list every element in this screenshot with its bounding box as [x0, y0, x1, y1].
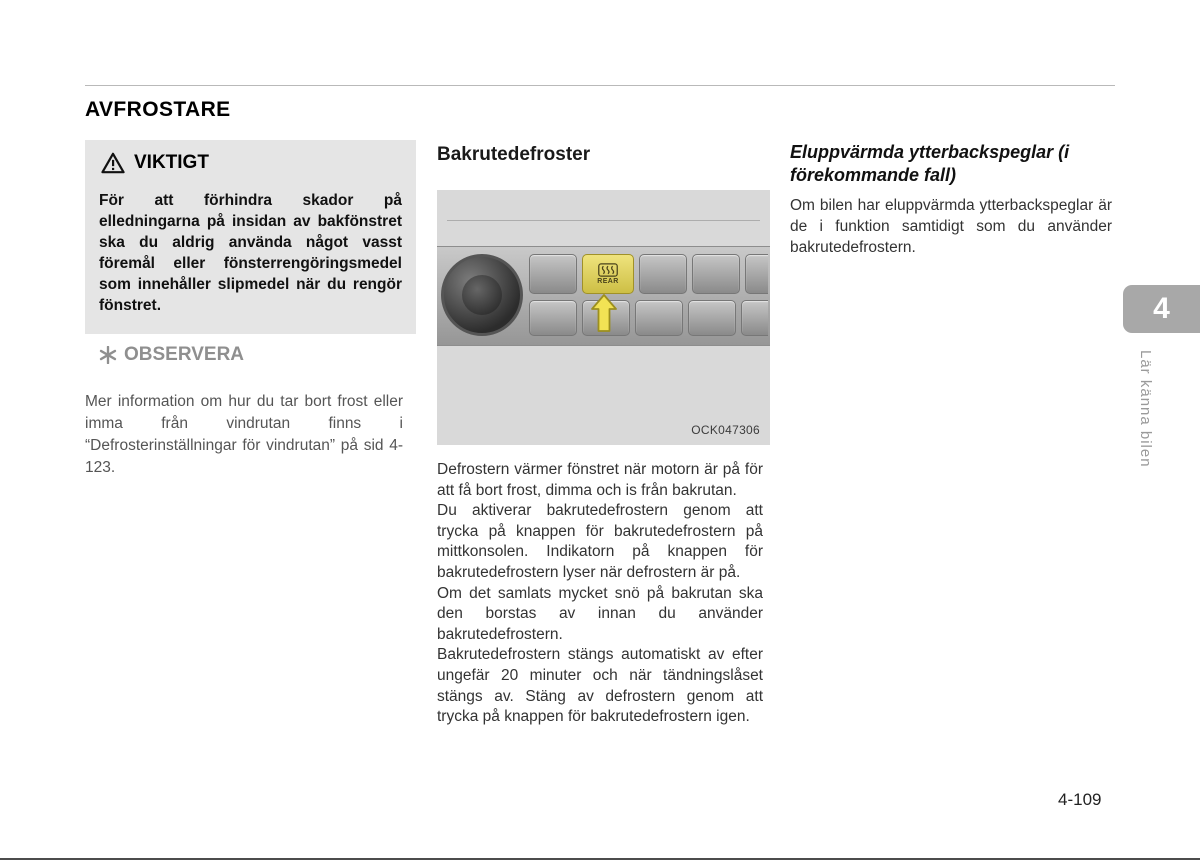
console-button-row-top [529, 254, 768, 294]
rear-defroster-button [582, 254, 634, 294]
heated-mirrors-section [790, 141, 1112, 258]
console-button [529, 254, 577, 294]
paragraph: Bakrutedefrostern stängs automatiskt av efter ungefär 20 minuter och när tändningslåset stängs av. Stäng av defrostern genom att trycka på knappen för bakrutedefrostern igen. [437, 646, 763, 726]
heated-mirrors-heading: Eluppvärmda ytterbackspeglar (i förekommande fall) [790, 142, 1070, 186]
console-button-row-bottom [529, 300, 768, 336]
caution-body: För att förhindra skador på elledningarna på insidan av bakfönstret ska du aldrig använda något vasst föremål eller fönsterrengöringsmedel som innehåller slipmedel när du rengör fönstret. [99, 192, 402, 315]
console-button [688, 300, 736, 336]
pointer-arrow-icon [591, 294, 617, 337]
notice-body: Mer information om hur du tar bort frost eller imma från vindrutan finns i “Defrosterinställningar för vindrutan” på sid 4-123. [85, 393, 403, 476]
rear-defroster-button-label: REAR [597, 278, 619, 285]
console-button [639, 254, 687, 294]
caution-title-row [99, 152, 402, 174]
heated-mirrors-body: Om bilen har eluppvärmda ytterbackspeglar är de i funktion samtidigt som du använder bakrutedefrostern. [790, 197, 1112, 257]
console-button [692, 254, 740, 294]
top-divider [85, 85, 1115, 86]
asterisk-icon [99, 346, 117, 364]
page-number: 4-109 [1058, 790, 1102, 809]
console-button [529, 300, 577, 336]
figure-caption: OCK047306 [691, 423, 760, 437]
console-illustration [437, 190, 770, 445]
caution-box [85, 140, 416, 334]
paragraph: Du aktiverar bakrutedefrostern genom att trycka på knappen för bakrutedefrostern på mittkonsolen. Indikatorn på knappen för bakrutedefrostern lyser när defrostern är på. [437, 502, 763, 582]
chapter-tab: 4 [1123, 285, 1200, 333]
console-knob [441, 254, 523, 336]
bottom-divider [0, 858, 1200, 860]
notice-title: OBSERVERA [124, 344, 245, 365]
rear-defroster-icon [598, 263, 618, 277]
console-button [745, 254, 768, 294]
dashboard-edge-line [447, 220, 760, 221]
rear-defroster-text [437, 460, 763, 728]
caution-title: VIKTIGT [134, 152, 209, 173]
chapter-side-label: Lär känna bilen [1137, 350, 1154, 468]
notice-title-row [99, 344, 244, 366]
paragraph: Om det samlats mycket snö på bakrutan ska den borstas av innan du använder bakrutedefrostern. [437, 584, 763, 643]
console-button [635, 300, 683, 336]
page-title: AVFROSTARE [85, 98, 231, 121]
console-knob-center [462, 275, 502, 315]
warning-triangle-icon [101, 152, 125, 174]
paragraph: Defrostern värmer fönstret när motorn är på för att få bort frost, dimma och is från bakrutan. [437, 461, 763, 499]
console-button [741, 300, 768, 336]
section-heading-rear-defroster: Bakrutedefroster [437, 144, 591, 165]
